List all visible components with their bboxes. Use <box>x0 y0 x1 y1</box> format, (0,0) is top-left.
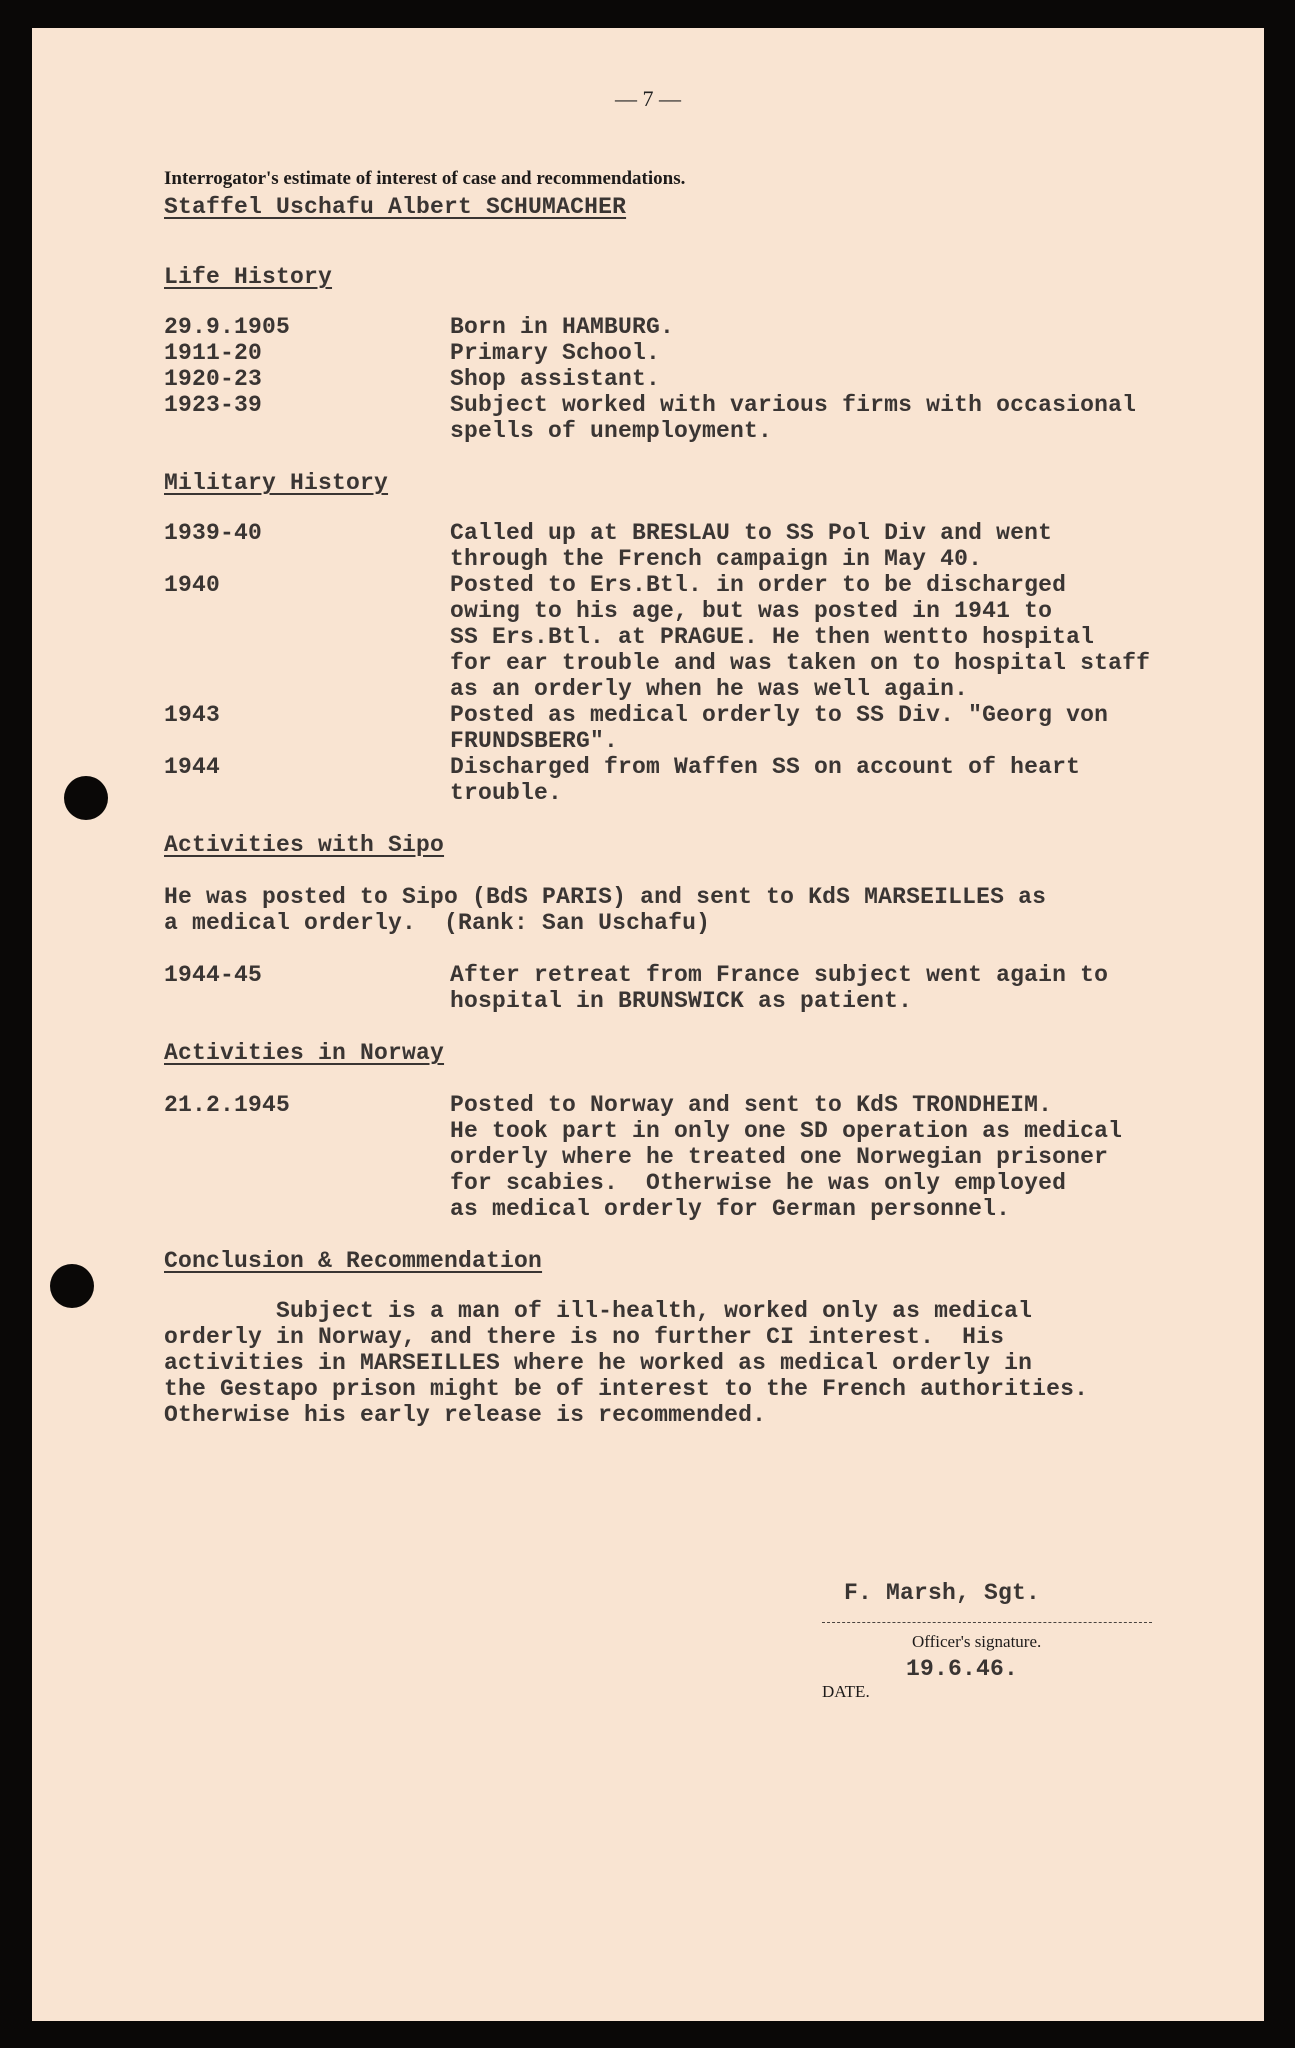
punch-hole-top <box>64 776 108 820</box>
mil-date-1: 1939-40 <box>164 520 263 546</box>
sipo-paragraph: He was posted to Sipo (BdS PARIS) and sent to KdS MARSEILLES as a medical orderly. (Rank: San Uschafu) <box>164 884 1047 936</box>
life-history-heading: Life History <box>164 264 333 290</box>
form-heading: Interrogator's estimate of interest of case and recommendations. <box>164 168 686 189</box>
norway-date-1: 21.2.1945 <box>164 1092 291 1118</box>
life-text-3: Shop assistant. <box>450 366 661 392</box>
norway-text-1: Posted to Norway and sent to KdS TRONDHEIM. He took part in only one SD operation as medical orderly where he treated one Norwegian prisoner for scabies. Otherwise he was only employed as medical orderly for German personnel. <box>450 1092 1123 1222</box>
mil-date-2: 1940 <box>164 572 221 598</box>
mil-date-3: 1943 <box>164 702 221 728</box>
life-text-4: Subject worked with various firms with occasional spells of unemployment. <box>450 392 1137 444</box>
sipo-text-1: After retreat from France subject went again to hospital in BRUNSWICK as patient. <box>450 962 1109 1014</box>
page-number: — 7 — <box>615 86 681 111</box>
conclusion-heading: Conclusion & Recommendation <box>164 1248 543 1274</box>
military-history-heading: Military History <box>164 470 389 496</box>
mil-text-4: Discharged from Waffen SS on account of heart trouble. <box>450 754 1081 806</box>
life-date-1: 29.9.1905 <box>164 314 291 340</box>
sipo-heading: Activities with Sipo <box>164 832 445 858</box>
mil-text-1: Called up at BRESLAU to SS Pol Div and went through the French campaign in May 40. <box>450 520 1053 572</box>
document-page <box>32 28 1264 2021</box>
mil-date-4: 1944 <box>164 754 221 780</box>
date-label: DATE. <box>822 1682 870 1701</box>
conclusion-text: Subject is a man of ill-health, worked only as medical orderly in Norway, and there is no further CI interest. His activities in MARSEILLES where he worked as medical orderly in the Gestapo prison might be of interest to the French authorities. Otherwise his early release is recommended. <box>164 1298 1089 1428</box>
life-text-1: Born in HAMBURG. <box>450 314 675 340</box>
life-date-4: 1923-39 <box>164 392 263 418</box>
mil-text-2: Posted to Ers.Btl. in order to be discharged owing to his age, but was posted in 1941 to SS Ers.Btl. at PRAGUE. He then wentto hospital for ear trouble and was taken on to hospital staff as an orderly when he was well again. <box>450 572 1151 702</box>
life-text-2: Primary School. <box>450 340 661 366</box>
signature-line <box>822 1622 1152 1623</box>
date-value: 19.6.46. <box>906 1656 1019 1682</box>
punch-hole-bottom <box>50 1264 94 1308</box>
life-date-2: 1911-20 <box>164 340 263 366</box>
mil-text-3: Posted as medical orderly to SS Div. "Georg von FRUNDSBERG". <box>450 702 1109 754</box>
signature-name: F. Marsh, Sgt. <box>844 1580 1041 1606</box>
signature-label: Officer's signature. <box>912 1632 1042 1651</box>
life-date-3: 1920-23 <box>164 366 263 392</box>
subject-name: Staffel Uschafu Albert SCHUMACHER <box>164 194 627 220</box>
norway-heading: Activities in Norway <box>164 1040 445 1066</box>
sipo-date-1: 1944-45 <box>164 962 263 988</box>
